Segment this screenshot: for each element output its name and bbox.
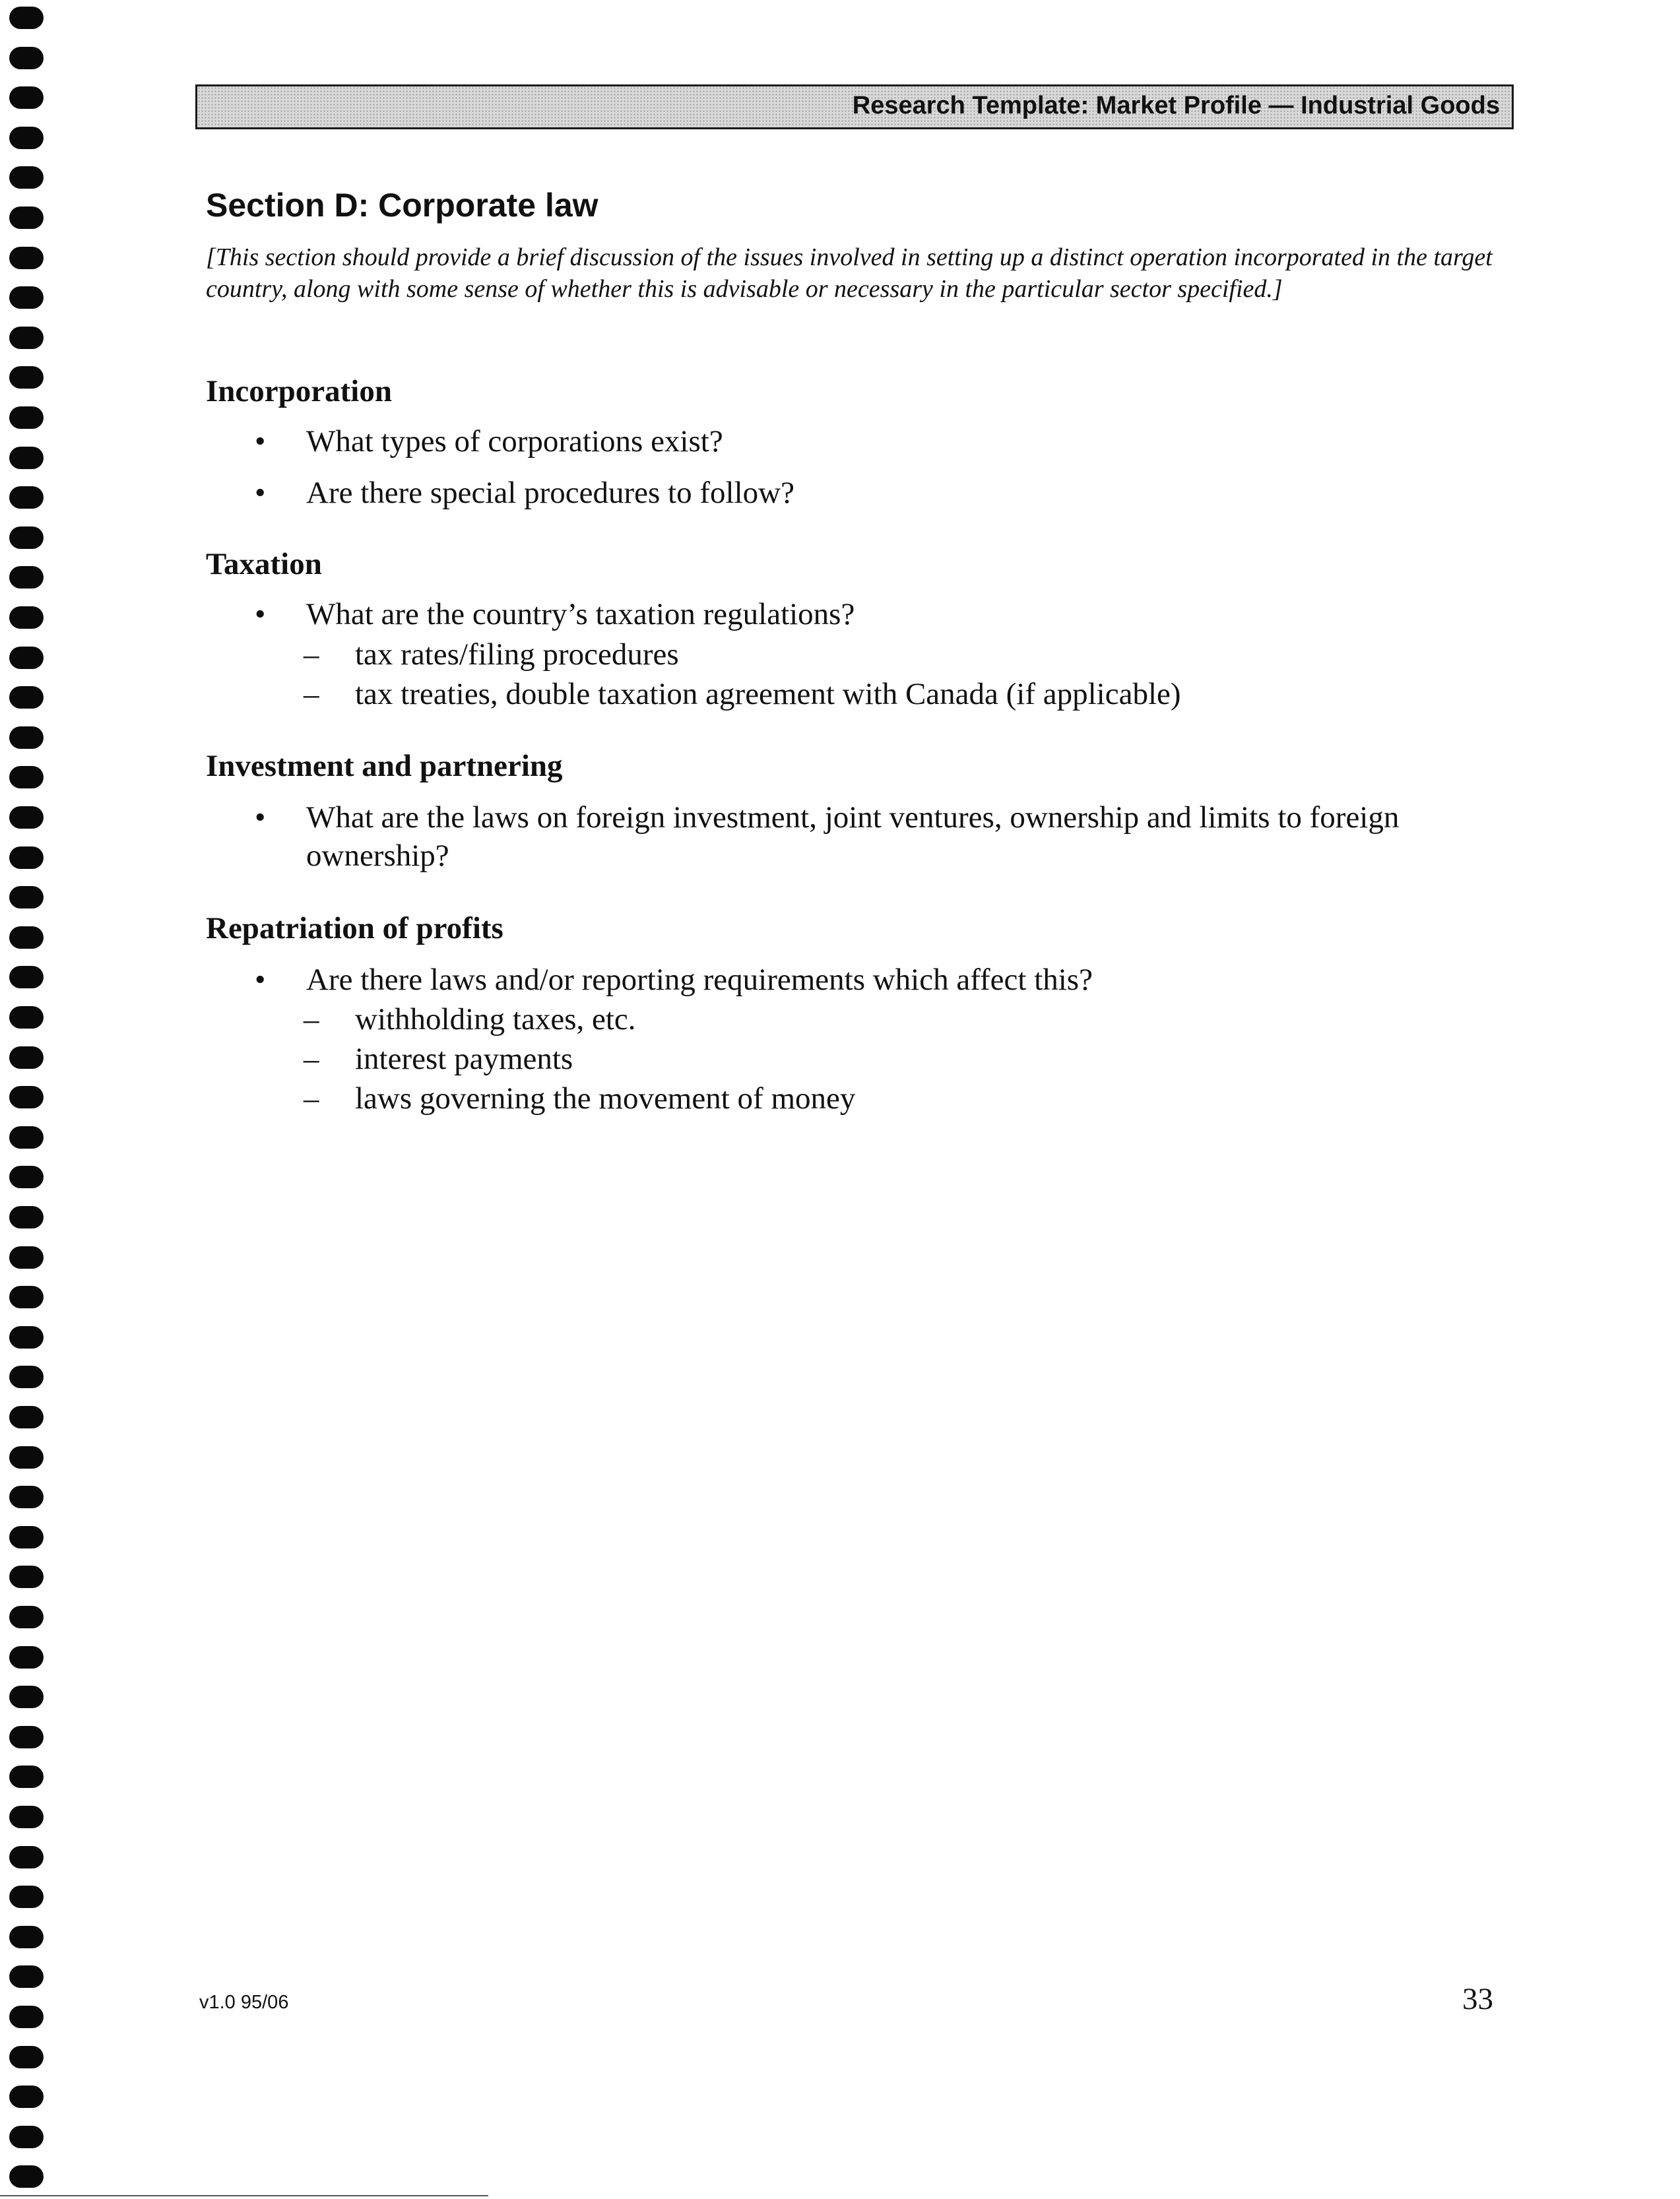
- heading-repatriation: Repatriation of profits: [206, 911, 503, 945]
- sub-list-item-text: withholding taxes, etc.: [355, 1002, 636, 1036]
- binding-hole: [9, 1526, 44, 1548]
- dash-marker: –: [304, 677, 319, 711]
- binding-hole: [9, 1846, 44, 1868]
- bullet-marker: •: [255, 597, 266, 631]
- binding-hole: [9, 127, 44, 149]
- binding-hole: [9, 7, 44, 29]
- binding-hole: [9, 1006, 44, 1029]
- binding-hole: [9, 1086, 44, 1108]
- binding-hole: [9, 1126, 44, 1149]
- heading-taxation: Taxation: [206, 547, 322, 581]
- binding-hole: [9, 327, 44, 349]
- sub-list-item-text: tax treaties, double taxation agreement with Canada (if applicable): [355, 677, 1181, 711]
- binding-hole: [9, 1566, 44, 1588]
- bullet-marker: •: [255, 424, 266, 459]
- binding-hole: [9, 2046, 44, 2068]
- binding-hole: [9, 366, 44, 389]
- binding-hole: [9, 1446, 44, 1469]
- dash-marker: –: [304, 1042, 319, 1076]
- binding-hole: [9, 47, 44, 69]
- sub-list-item-text: tax rates/filing procedures: [355, 637, 679, 672]
- binding-hole: [9, 166, 44, 189]
- heading-investment: Investment and partnering: [206, 749, 563, 783]
- dash-marker: –: [304, 1081, 319, 1116]
- page-number: 33: [1462, 1982, 1493, 2016]
- footer-version: v1.0 95/06: [199, 1992, 289, 2013]
- binding-hole: [9, 1806, 44, 1828]
- list-item-text: What types of corporations exist?: [306, 424, 723, 459]
- binding-hole: [9, 647, 44, 669]
- binding-hole: [9, 247, 44, 269]
- binding-hole: [9, 806, 44, 829]
- dash-marker: –: [304, 637, 319, 672]
- binding-hole: [9, 566, 44, 589]
- bullet-marker: •: [255, 476, 266, 510]
- binding-hole: [9, 406, 44, 429]
- header-title: Research Template: Market Profile — Industrial Goods: [852, 92, 1500, 119]
- binding-hole: [9, 86, 44, 109]
- binding-hole: [9, 526, 44, 549]
- binding-hole: [9, 286, 44, 309]
- binding-hole: [9, 686, 44, 709]
- binding-hole: [9, 1606, 44, 1628]
- binding-hole: [9, 1646, 44, 1669]
- binding-hole: [9, 2086, 44, 2108]
- binding-hole: [9, 926, 44, 949]
- list-item-text: Are there special procedures to follow?: [306, 476, 794, 510]
- binding-hole: [9, 846, 44, 869]
- binding-hole: [9, 1766, 44, 1788]
- dash-marker: –: [304, 1002, 319, 1036]
- binding-hole: [9, 1366, 44, 1388]
- sub-list-item-text: interest payments: [355, 1042, 573, 1076]
- binding-hole: [9, 886, 44, 908]
- binding-hole: [9, 1965, 44, 1988]
- binding-hole: [9, 1886, 44, 1908]
- sub-list-item-text: laws governing the movement of money: [355, 1081, 856, 1116]
- list-item-text: What are the laws on foreign investment, joint ventures, ownership and limits to foreign ownership?: [306, 800, 1400, 873]
- binding-hole: [9, 1246, 44, 1269]
- list-item-text: What are the country’s taxation regulations?: [306, 597, 855, 631]
- bullet-marker: •: [255, 963, 266, 997]
- binding-hole: [9, 447, 44, 469]
- binding-hole: [9, 766, 44, 788]
- binding-hole: [9, 207, 44, 229]
- bullet-marker: •: [255, 800, 266, 835]
- binding-hole: [9, 1166, 44, 1188]
- list-item-text: Are there laws and/or reporting requirements which affect this?: [306, 963, 1093, 997]
- binding-hole: [9, 2165, 44, 2188]
- heading-incorporation: Incorporation: [206, 374, 392, 408]
- binding-hole: [9, 1046, 44, 1069]
- binding-hole: [9, 2126, 44, 2148]
- spiral-binding-holes: [9, 0, 49, 2199]
- binding-hole: [9, 1286, 44, 1308]
- binding-hole: [9, 486, 44, 509]
- section-intro: [This section should provide a brief discussion of the issues involved in setting up a distinct operation incorporated in the target country, along with some sense of whether this is advisable or necessary in the particular sector specified.]: [206, 243, 1493, 303]
- header-bar: [195, 84, 1514, 129]
- binding-hole: [9, 1406, 44, 1428]
- binding-hole: [9, 606, 44, 629]
- binding-hole: [9, 2006, 44, 2028]
- binding-hole: [9, 726, 44, 749]
- binding-hole: [9, 1206, 44, 1228]
- binding-hole: [9, 1686, 44, 1708]
- binding-hole: [9, 966, 44, 988]
- binding-hole: [9, 1926, 44, 1948]
- binding-hole: [9, 1326, 44, 1349]
- binding-hole: [9, 1726, 44, 1748]
- binding-hole: [9, 1486, 44, 1508]
- bottom-rule: [0, 2195, 488, 2196]
- section-title: Section D: Corporate law: [206, 187, 598, 224]
